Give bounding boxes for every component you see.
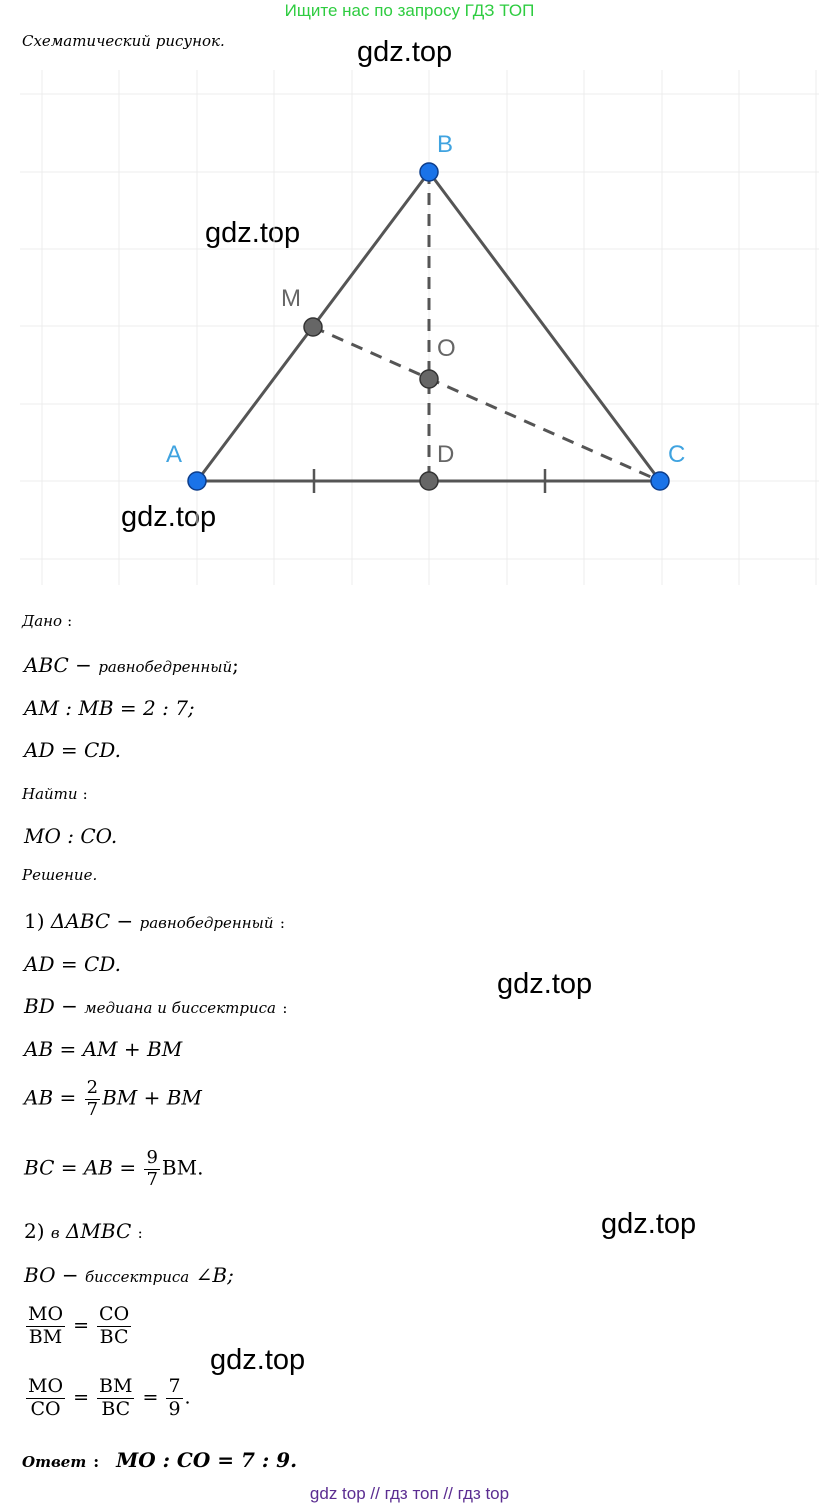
solution-heading: Решение.: [22, 866, 98, 884]
watermark: gdz.top: [205, 217, 301, 249]
step1-line-2: AD = CD.: [24, 952, 121, 976]
step2-line-2: BO − биссектриса ∠B;: [24, 1263, 234, 1287]
watermark: gdz.top: [601, 1208, 697, 1240]
fraction: $\frac{MO}{CO}$: [28, 1375, 64, 1420]
step1-line-4: AB = AM + BM: [24, 1037, 183, 1061]
watermark: gdz.top: [357, 36, 453, 68]
watermark: gdz.top: [497, 968, 593, 1000]
point-m: [304, 318, 322, 336]
point-b: [420, 163, 438, 181]
point-d: [420, 472, 438, 490]
top-banner: Ищите нас по запросу ГДЗ ТОП: [284, 1, 535, 20]
step1-line-3: BD − медиана и биссектриса :: [24, 994, 288, 1018]
given-line-2: AM : MB = 2 : 7;: [24, 696, 195, 720]
triangle-figure: [0, 60, 819, 590]
step1-line-1: 1) ΔABC − равнобедренный :: [24, 909, 285, 933]
point-a: [188, 472, 206, 490]
label-m: M: [281, 285, 301, 312]
proportion-1: $\frac{MO}{BM}$ = $\frac{CO}{BC}$: [28, 1303, 130, 1348]
answer-line: Ответ : MO : CO = 7 : 9.: [22, 1448, 298, 1472]
find-heading: Найти :: [22, 785, 88, 803]
watermark: gdz.top: [121, 501, 217, 533]
fraction: $\frac{9}{7}$: [146, 1147, 158, 1190]
label-b: B: [437, 131, 454, 158]
fraction: $\frac{7}{9}$: [168, 1375, 181, 1420]
point-c: [651, 472, 669, 490]
proportion-2: $\frac{MO}{CO}$ = $\frac{BM}{BC}$ = $\frac{7}{9}$ .: [28, 1375, 191, 1420]
point-o: [420, 370, 438, 388]
fraction: $\frac{MO}{BM}$: [28, 1303, 64, 1348]
given-heading: Дано :: [22, 612, 73, 630]
given-line-3: AD = CD.: [24, 738, 121, 762]
fraction: $\frac{CO}{BC}$: [99, 1303, 130, 1348]
watermark: gdz.top: [210, 1344, 306, 1376]
find-line-1: MO : CO.: [24, 824, 118, 848]
step1-line-5: AB = $\frac{2}{7}$ BM + BM: [24, 1077, 202, 1120]
fraction: $\frac{BM}{BC}$: [99, 1375, 133, 1420]
step2-line-1: 2) в ΔMBC :: [24, 1219, 143, 1243]
grid: [20, 70, 819, 585]
step1-line-6: BC = AB = $\frac{9}{7}$ BM.: [24, 1147, 204, 1190]
label-d: D: [437, 441, 455, 468]
fraction: $\frac{2}{7}$: [86, 1077, 99, 1120]
figure-caption: Схематический рисунок.: [22, 32, 225, 50]
given-line-1: ABC − равнобедренный;: [24, 653, 239, 677]
label-a: A: [166, 441, 183, 468]
label-c: C: [668, 441, 686, 468]
footer-links: gdz top // гдз топ // гдз top: [309, 1484, 510, 1503]
label-o: O: [437, 335, 456, 362]
